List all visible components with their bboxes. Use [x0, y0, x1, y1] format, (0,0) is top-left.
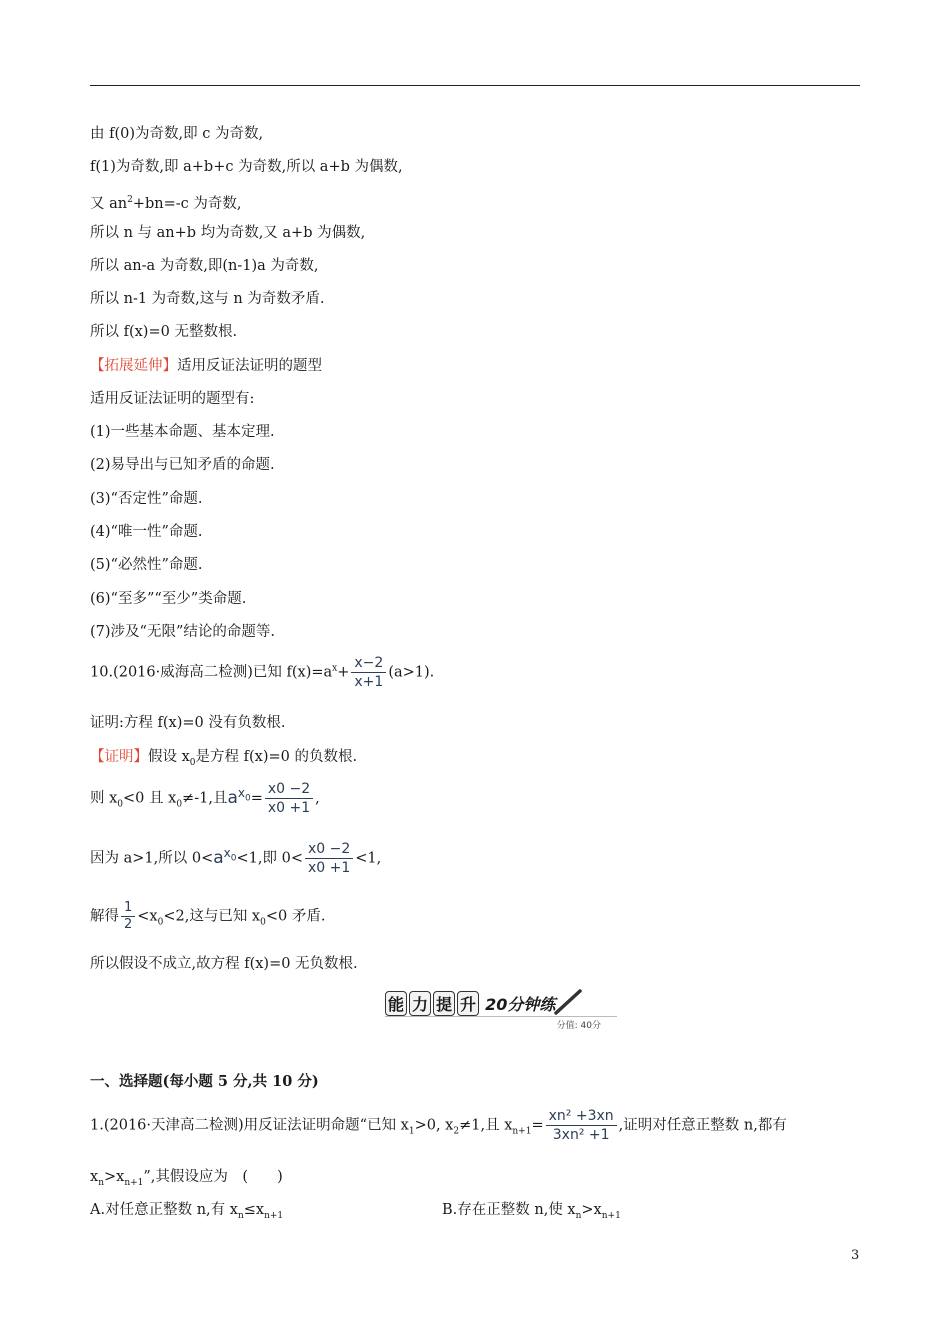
superscript: x [332, 663, 338, 674]
header-rule [90, 85, 860, 86]
subscript: 0 [189, 757, 196, 768]
question-1-line-2 [90, 1167, 283, 1193]
extension-heading [90, 356, 322, 376]
subscript: n [98, 1177, 104, 1188]
text-line: 所以 an-a 为奇数,即(n-1)a 为奇数, [90, 258, 319, 274]
proof-conclusion: 所以假设不成立,故方程 f(x)=0 无负数根. [90, 956, 358, 972]
subscript: 0 [157, 917, 164, 928]
fraction [351, 654, 386, 691]
text-fragment: ≠1,且 x [459, 1117, 513, 1134]
text-fragment: 是方程 f(x)=0 的负数根. [195, 749, 358, 765]
text-fragment: <1,即 0< [236, 850, 303, 867]
text-fragment: <1, [355, 850, 382, 867]
subscript: n+1 [124, 1177, 144, 1188]
extension-tag: 【拓展延伸】 [90, 358, 177, 374]
text-fragment: >x [103, 1169, 125, 1185]
extension-item: (4)“唯一性”命题. [90, 524, 203, 540]
extension-item: (6)“至多”“至少”类命题. [90, 591, 247, 607]
text-fragment: + [337, 664, 350, 681]
text-line: 所以 n-1 为奇数,这与 n 为奇数矛盾. [90, 291, 325, 307]
exponent [237, 785, 251, 803]
banner-title [385, 990, 555, 1016]
subscript: n+1 [264, 1210, 284, 1221]
pen-stroke-icon [553, 988, 583, 1016]
text-line: 由 f(0)为奇数,即 c 为奇数, [90, 126, 264, 142]
text-fragment: A.对任意正整数 n,有 x [90, 1202, 238, 1218]
text-fragment: +bn=-c 为奇数, [132, 195, 242, 212]
fraction-denominator: 2 [121, 916, 135, 933]
banner-char: 力 [409, 991, 431, 1016]
text-fragment: 因为 a>1,所以 0< [90, 850, 214, 867]
fraction-numerator: x0 −2 [307, 841, 351, 857]
fraction-denominator: x+1 [351, 672, 386, 691]
text-fragment: x [90, 1169, 99, 1185]
text-fragment: <0 且 x [123, 790, 177, 807]
base: a [227, 787, 238, 808]
text-fragment: ,证明对任意正整数 n,都有 [618, 1117, 787, 1134]
exponent [223, 845, 237, 863]
fraction-numerator: 1 [124, 900, 133, 915]
fraction-half [121, 900, 135, 933]
extension-item: (2)易导出与已知矛盾的命题. [90, 457, 275, 473]
subscript: 0 [176, 799, 183, 810]
proof-line [90, 900, 325, 933]
fraction-denominator: 3xn² +1 [546, 1125, 617, 1144]
fraction [305, 840, 353, 877]
fraction-denominator: x0 +1 [305, 858, 353, 877]
extension-item: (5)“必然性”命题. [90, 557, 203, 573]
text-fragment: , [315, 790, 320, 807]
text-fragment: = [250, 790, 263, 807]
text-fragment: 解得 [90, 908, 119, 925]
banner-char: 升 [457, 991, 479, 1016]
extension-title: 适用反证法证明的题型 [177, 358, 322, 374]
proof-line [90, 840, 381, 877]
subscript: 2 [453, 1126, 460, 1137]
fraction-numerator: x−2 [354, 655, 384, 671]
text-fragment: <0 矛盾. [265, 908, 326, 925]
extension-item: (1)一些基本命题、基本定理. [90, 424, 275, 440]
question-1 [90, 1107, 787, 1144]
text-fragment: (a>1). [388, 664, 435, 681]
page-number: 3 [851, 1248, 860, 1263]
fraction [265, 780, 313, 817]
extension-intro: 适用反证法证明的题型有: [90, 391, 255, 407]
base: a [213, 847, 224, 868]
banner-score: 分值: 40分 [556, 1021, 601, 1031]
ability-banner [385, 990, 617, 1032]
exponent-text: x [237, 785, 245, 800]
question-10-task: 证明:方程 f(x)=0 没有负数根. [90, 715, 286, 731]
banner-underline [385, 1016, 617, 1017]
text-fragment: ”,其假设应为 ( ) [143, 1169, 283, 1185]
subscript: 1 [408, 1126, 415, 1137]
superscript: 2 [127, 195, 133, 205]
proof-line [90, 780, 320, 817]
extension-item: (7)涉及“无限”结论的命题等. [90, 624, 275, 640]
text-line [90, 190, 242, 214]
power-a-x0 [227, 785, 251, 808]
text-fragment: 则 x [90, 790, 118, 807]
text-fragment: ≠-1,且 [182, 790, 228, 807]
option-a[interactable] [90, 1200, 283, 1226]
text-line: 所以 n 与 an+b 均为奇数,又 a+b 为偶数, [90, 225, 366, 241]
proof-tag: 【证明】 [90, 749, 148, 765]
banner-char: 能 [385, 991, 407, 1016]
subscript: n+1 [601, 1210, 621, 1221]
text-line: f(1)为奇数,即 a+b+c 为奇数,所以 a+b 为偶数, [90, 159, 403, 175]
text-fragment: 假设 x [148, 749, 190, 765]
text-fragment: >x [581, 1202, 602, 1218]
fraction [546, 1107, 617, 1144]
text-fragment: <2,这与已知 x [163, 908, 261, 925]
question-10 [90, 654, 434, 691]
text-fragment: = [531, 1117, 544, 1134]
exponent-text: x [223, 845, 231, 860]
subscript: n+1 [512, 1126, 532, 1137]
proof-line [90, 747, 357, 773]
section-heading: 一、选择题(每小题 5 分,共 10 分) [90, 1073, 319, 1090]
subscript: n [237, 1210, 244, 1221]
fraction-denominator: x0 +1 [265, 798, 313, 817]
text-fragment: 10.(2016·威海高二检测)已知 f(x)=a [90, 664, 333, 681]
option-b[interactable] [442, 1200, 621, 1226]
text-fragment: 1.(2016·天津高二检测)用反证法证明命题“已知 x [90, 1117, 409, 1134]
subscript: 0 [230, 852, 237, 863]
subscript: 0 [260, 917, 266, 928]
banner-char: 提 [433, 991, 455, 1016]
text-line: 所以 f(x)=0 无整数根. [90, 324, 238, 340]
extension-item: (3)“否定性”命题. [90, 491, 203, 507]
subscript: 0 [244, 792, 251, 803]
text-fragment: B.存在正整数 n,使 x [442, 1202, 576, 1218]
text-fragment: >0, x [414, 1117, 454, 1134]
banner-text: 20分钟练 [485, 994, 556, 1014]
fraction-numerator: x0 −2 [267, 781, 311, 797]
text-fragment: ≤x [243, 1202, 265, 1218]
text-fragment: 又 an [90, 195, 128, 212]
text-fragment: <x [137, 908, 158, 925]
subscript: 0 [117, 799, 124, 810]
subscript: n [575, 1210, 582, 1221]
power-a-x0 [213, 845, 237, 868]
fraction-numerator: xn² +3xn [548, 1108, 614, 1124]
